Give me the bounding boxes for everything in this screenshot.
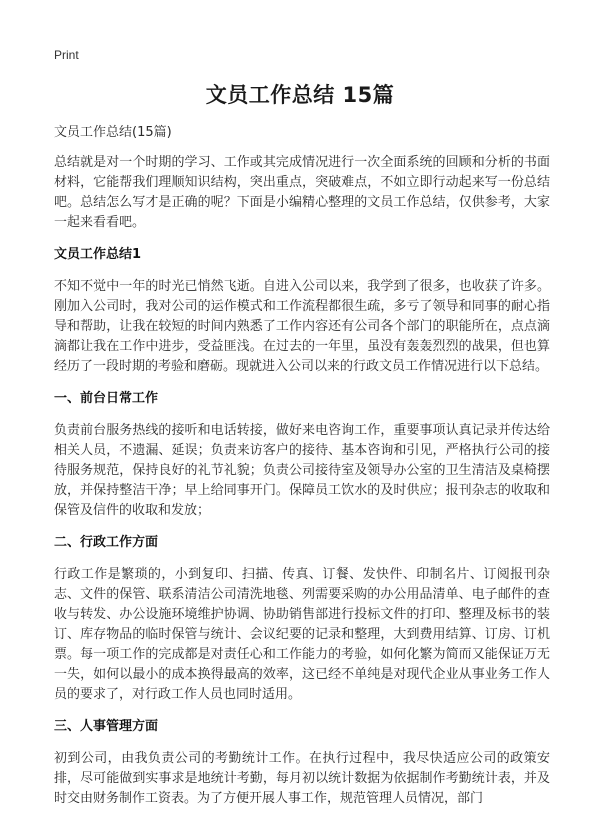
document-subtitle: 文员工作总结(15篇) (54, 125, 172, 140)
section3-paragraph: 初到公司，由我负责公司的考勤统计工作。在执行过程中，我尽快适应公司的政策安排，尽可能做到实事求是地统计考勤，每月初以统计数据为依据制作考勤统计表，并及时交由财务制作工资表。为了方便开展人事工作，规范管理人员情况，部门 (54, 751, 550, 806)
summary1-heading: 文员工作总结1 (54, 247, 142, 262)
section1-heading: 一、前台日常工作 (54, 391, 159, 406)
section1-paragraph: 负责前台服务热线的接听和电话转接，做好来电咨询工作，重要事项认真记录并传达给相关人员，不遗漏、延误；负责来访客户的接待、基本咨询和引见，严格执行公司的接待服务规范，保持良好的礼节礼貌；负责公司接待室及领导办公室的卫生清洁及桌椅摆放，并保持整洁干净；早上给同事开门。保障员工饮水的及时供应；报刊杂志的收取和保管及信件的收取和发放； (54, 423, 550, 518)
document-body (54, 123, 550, 821)
intro-paragraph: 总结就是对一个时期的学习、工作或其完成情况进行一次全面系统的回顾和分析的书面材料，它能帮我们理顺知识结构，突出重点，突破难点，不如立即行动起来写一份总结吧。总结怎么写才是正确的呢？下面是小编精心整理的文员工作总结，仅供参考，大家一起来看看吧。 (54, 155, 550, 230)
summary1-paragraph: 不知不觉中一年的时光已悄然飞逝。自进入公司以来，我学到了很多，也收获了许多。刚加入公司时，我对公司的运作模式和工作流程都很生疏，多亏了领导和同事的耐心指导和帮助，让我在较短的时间内熟悉了工作内容还有公司各个部门的职能所在，点点滴滴都让我在工作中进步，受益匪浅。在过去的一年里，虽没有轰轰烈烈的战果，但也算经历了一段时期的考验和磨砺。现就进入公司以来的行政文员工作情况进行以下总结。 (54, 279, 550, 374)
section2-heading: 二、行政工作方面 (54, 535, 159, 550)
print-label: Print (54, 48, 79, 62)
section2-paragraph: 行政工作是繁琐的，小到复印、扫描、传真、订餐、发快件、印制名片、订阅报刊杂志、文件的保管、联系清洁公司清洗地毯、列需要采购的办公用品清单、电子邮件的查收与转发、办公设施环境维护协调、协助销售部进行投标文件的打印、整理及标书的装订、库存物品的临时保管与统计、会议纪要的记录和整理，大到费用结算、订房、订机票。每一项工作的完成都是对责任心和工作能力的考验，如何化繁为简而又能保证万无一失，如何以最小的成本换得最高的效率，这已经不单纯是对现代企业从事业务工作人员的要求了，对行政工作人员也同时适用。 (54, 567, 550, 702)
document-title: 文员工作总结 15篇 (205, 83, 395, 107)
section3-heading: 三、人事管理方面 (54, 719, 159, 734)
